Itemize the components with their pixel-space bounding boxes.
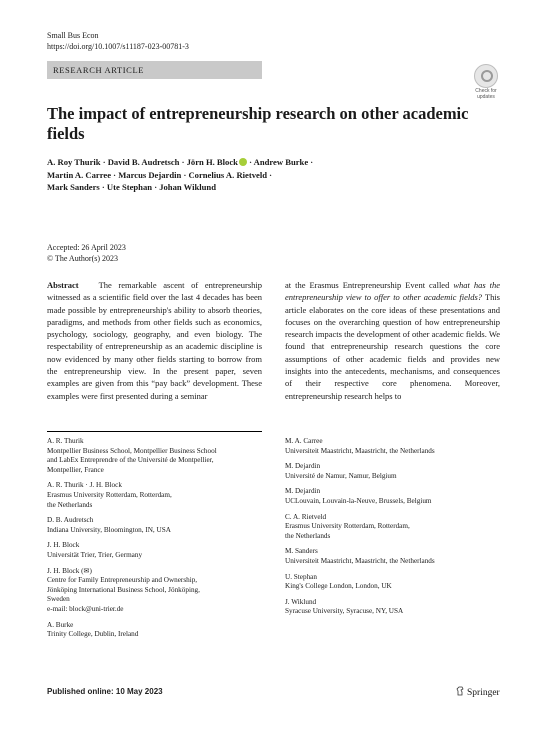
copyright-notice: © The Author(s) 2023 [47,254,119,263]
affiliation-line: the Netherlands [47,500,93,509]
affiliation-block [285,513,500,542]
affiliation-block [47,481,262,510]
footnote-divider [47,431,262,432]
affiliation-block [47,541,262,560]
springer-logo [456,686,500,698]
affiliation-line: Université de Namur, Namur, Belgium [285,471,397,480]
affiliation-block [47,437,262,475]
affiliation-author: M. Dejardin [285,462,321,471]
affiliation-author: C. A. Rietveld [285,512,327,521]
affiliation-author: U. Stephan [285,572,317,581]
journal-name: Small Bus Econ [47,31,99,40]
affiliation-author: M. Sanders [285,547,318,556]
abstract-left-column [47,279,262,402]
author-email[interactable]: e-mail: block@uni-trier.de [47,604,124,613]
affiliation-block [285,573,500,592]
affiliation-line: and LabEx Entreprendre of the Université de Montpellier, [47,456,214,465]
affiliation-line: Erasmus University Rotterdam, Rotterdam, [285,522,410,531]
abstract-text-right-post: This article elaborates on the core ideas of these presentations and focuses on the overarching question of how entrepreneurship research impacts the development of other academic fields. We found that entrepreneurship research questions the core assumptions of other academic fields and provides new insights into the antecedents, mechanisms, and consequences of their respective core phenomena. Moreover, entrepreneurship research helps to [285,292,500,401]
affiliation-block [285,547,500,566]
affiliation-line: Universiteit Maastricht, Maastricht, the Netherlands [285,446,435,455]
affiliation-line: King's College London, London, UK [285,582,392,591]
abstract-text-right-italic: what has the entrepreneurship view to offer to other academic fields? [285,280,500,303]
abstract-right-column [285,279,500,402]
affiliation-block [47,516,262,535]
affiliation-author: J. H. Block (✉) [47,566,92,575]
affiliation-line: Erasmus University Rotterdam, Rotterdam, [47,490,172,499]
affiliation-author: A. R. Thurik [47,437,84,445]
orcid-icon[interactable] [239,158,247,166]
article-type-label: RESEARCH ARTICLE [53,65,145,75]
author-line-1a: A. Roy Thurik · David B. Audretsch · Jörn H. Block [47,157,238,167]
affiliation-line: Centre for Family Entrepreneurship and Ownership, [47,576,198,585]
affiliation-author: D. B. Audretsch [47,516,94,525]
affiliation-line: the Netherlands [285,531,331,540]
affiliations-right [285,437,500,623]
affiliation-line: Montpellier, France [47,465,104,474]
affiliation-block [47,567,262,615]
abstract-text-left: The remarkable ascent of entrepreneurship witnessed as a scientific field over the last 4 decades has been made possible by entrepreneurship's ability to absorb theories, paradigms, and methods from other fields such as economics, psychology, sociology, geography, and even biology. The respectability of entrepreneurship as an academic discipline is now evidenced by many other fields starting to borrow from the entrepreneurship view. In the present paper, seven examples are given from this “pay back” development. These examples were first presented during a seminar [47,280,262,401]
publisher-name: Springer [467,688,500,698]
author-line-1b: · Andrew Burke · [246,157,314,167]
springer-horse-icon [456,686,464,696]
abstract-label: Abstract [47,280,79,290]
affiliations-left [47,437,262,646]
affiliation-block [47,621,262,640]
check-updates-line1: Check for [475,88,497,94]
affiliation-block [285,437,500,456]
affiliation-author: A. Burke [47,620,74,629]
article-type-banner [47,61,262,79]
author-line-3: Mark Sanders · Ute Stephan · Johan Wiklund [47,182,216,193]
check-updates-line2: updates [477,94,495,100]
affiliation-block [285,462,500,481]
author-list [47,156,377,194]
article-dates [47,242,126,264]
abstract-text-right-pre: at the Erasmus Entrepreneurship Event called [285,280,454,290]
affiliation-line: Syracuse University, Syracuse, NY, USA [285,607,404,616]
affiliation-line: Sweden [47,595,70,604]
affiliation-author: M. Dejardin [285,487,321,496]
affiliation-line: Jönköping International Business School, Jönköping, [47,585,200,594]
published-online: Published online: 10 May 2023 [47,687,163,696]
author-line-2: Martin A. Carree · Marcus Dejardin · Cornelius A. Rietveld · [47,169,273,180]
affiliation-line: Montpellier Business School, Montpellier Business School [47,446,217,455]
affiliation-author: A. R. Thurik · J. H. Block [47,481,122,490]
accepted-date: Accepted: 26 April 2023 [47,243,126,252]
affiliation-line: Indiana University, Bloomington, IN, USA [47,525,171,534]
affiliation-author: M. A. Carree [285,437,323,445]
affiliation-author: J. H. Block [47,541,80,550]
affiliation-line: Universiteit Maastricht, Maastricht, the Netherlands [285,556,435,565]
affiliation-line: Universität Trier, Trier, Germany [47,550,143,559]
affiliation-author: J. Wiklund [285,597,317,606]
affiliation-line: UCLouvain, Louvain-la-Neuve, Brussels, Belgium [285,496,432,505]
check-for-updates-badge[interactable] [470,64,502,98]
affiliation-block [285,487,500,506]
affiliation-line: Trinity College, Dublin, Ireland [47,630,139,639]
article-title: The impact of entrepreneurship research on other academic fields [47,104,469,143]
doi-link[interactable]: https://doi.org/10.1007/s11187-023-00781-3 [47,42,189,51]
check-updates-icon [474,64,498,88]
affiliation-block [285,598,500,617]
